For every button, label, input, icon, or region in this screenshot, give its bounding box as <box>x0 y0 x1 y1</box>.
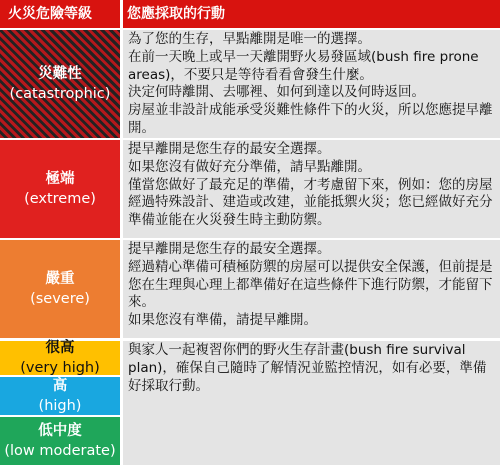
level-extreme-name: 極端 <box>45 171 75 187</box>
action-text: 在前一天晚上或早一天離開野火易發區域(bush fire prone areas)，不要只是等待看看會發生什麼。 <box>128 48 479 83</box>
level-low-moderate <box>0 417 120 465</box>
action-text: 經過精心準備可積極防禦的房屋可以提供安全保護，但前提是您在生理與心理上都準備好在這些條件下進行防禦，才能留下來。 <box>128 258 493 311</box>
level-catastrophic-en: (catastrophic) <box>9 86 111 102</box>
level-high-name: 高 <box>52 378 68 394</box>
level-very-high-name: 很高 <box>45 340 75 356</box>
action-text: 如果您沒有做好充分準備，請早點離開。 <box>128 158 371 175</box>
level-low-moderate-en: (low moderate) <box>4 443 116 459</box>
action-severe <box>123 240 500 338</box>
level-severe <box>0 240 120 338</box>
header-fire-danger-level: 火災危險等級 <box>0 0 120 28</box>
level-high-en: (high) <box>38 398 82 414</box>
action-text: 提早離開是您生存的最安全選擇。 <box>128 141 331 157</box>
action-lower-levels <box>123 341 500 465</box>
action-text: 提早離開是您生存的最安全選擇。 <box>128 241 331 257</box>
level-low-moderate-name: 低中度 <box>38 423 82 439</box>
action-extreme <box>123 140 500 238</box>
action-text: 決定何時離開、去哪裡、如何到達以及何時返回。 <box>128 84 425 101</box>
action-text: 如果您沒有準備，請提早離開。 <box>128 312 317 329</box>
level-high <box>0 377 120 415</box>
level-severe-en: (severe) <box>30 291 90 307</box>
action-text: 與家人一起複習你們的野火生存計畫(bush fire survival plan)，確保自己隨時了解情況並監控情況，如有必要，準備好採取行動。 <box>128 342 487 394</box>
level-severe-name: 嚴重 <box>45 271 75 287</box>
level-catastrophic-name: 災難性 <box>38 66 82 82</box>
action-text: 僅當您做好了最充足的準備，才考慮留下來，例如：您的房屋經過特殊設計、建造或改建，並能抵禦火災；您已經做好充分準備並能在火災發生時主動防禦。 <box>128 176 493 229</box>
header-action: 您應採取的行動 <box>123 0 500 28</box>
level-very-high-en: (very high) <box>20 360 100 376</box>
action-catastrophic <box>123 30 500 138</box>
action-text: 房屋並非設計成能承受災難性條件下的火災，所以您應提早離開。 <box>128 102 493 136</box>
level-very-high <box>0 341 120 375</box>
level-extreme <box>0 140 120 238</box>
level-extreme-en: (extreme) <box>24 191 96 207</box>
action-text: 為了您的生存，早點離開是唯一的選擇。 <box>128 31 371 47</box>
level-catastrophic <box>0 30 120 138</box>
